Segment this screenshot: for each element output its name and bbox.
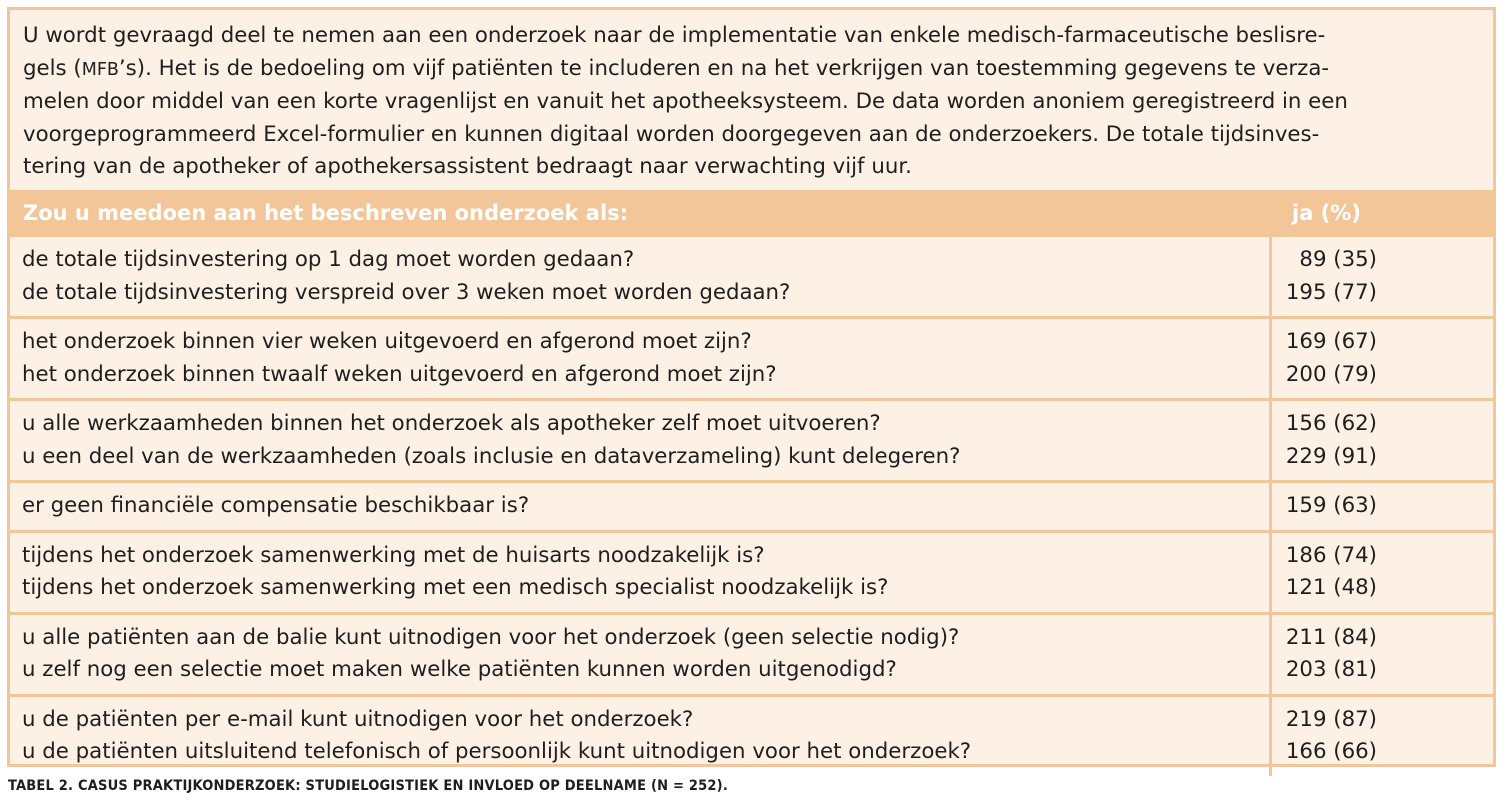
answer-cell	[1272, 401, 1493, 480]
answer-value: 203 (81)	[1285, 657, 1377, 682]
answer-cell	[1272, 237, 1493, 316]
question-text: u zelf nog een selectie moet maken welke patiënten kunnen worden uitgenodigd?	[22, 657, 897, 682]
answer-cell	[1272, 319, 1493, 398]
answer-value: 169 (67)	[1285, 329, 1377, 354]
answer-value: 166 (66)	[1285, 739, 1377, 764]
intro-line: voorgeprogrammeerd Excel-formulier en kunnen digitaal worden doorgegeven aan de onderzoekers. De totale tijdsinves-	[23, 121, 1320, 147]
answer-value: 89 (35)	[1299, 247, 1377, 272]
question-text: tijdens het onderzoek samenwerking met een medisch specialist noodzakelijk is?	[22, 575, 889, 600]
intro-line: U wordt gevraagd deel te nemen aan een onderzoek naar de implementatie van enkele medisch-farmaceutische beslisre-	[23, 23, 1326, 48]
answer-value: 229 (91)	[1285, 443, 1377, 469]
question-text: het onderzoek binnen vier weken uitgevoerd en afgerond moet zijn?	[22, 329, 752, 354]
answer-cell	[1272, 615, 1493, 694]
answer-value: 156 (62)	[1285, 411, 1377, 436]
answer-value: 200 (79)	[1285, 361, 1377, 387]
question-text: de totale tijdsinvestering op 1 dag moet worden gedaan?	[22, 247, 635, 272]
question-cell	[10, 401, 1272, 480]
question-text: u alle werkzaamheden binnen het onderzoek als apotheker zelf moet uitvoeren?	[22, 411, 881, 436]
abbreviation-mfb: MFB	[81, 59, 119, 80]
question-text: de totale tijdsinvestering verspreid over 3 weken moet worden gedaan?	[22, 279, 791, 305]
intro-line-part: gels (	[23, 55, 82, 81]
table-group	[10, 398, 1493, 480]
header-question: Zou u meedoen aan het beschreven onderzoek als:	[23, 201, 629, 225]
question-cell	[10, 319, 1272, 398]
table-group	[10, 612, 1493, 694]
question-text: tijdens het onderzoek samenwerking met de huisarts noodzakelijk is?	[22, 542, 765, 568]
table-group	[10, 694, 1493, 776]
question-cell	[10, 533, 1272, 612]
question-cell	[10, 697, 1272, 776]
intro-line	[23, 53, 1481, 87]
intro-line-part: ’s). Het is de bedoeling om vijf patiënten te includeren en na het verkrijgen van toestemming gegevens te verza-	[118, 55, 1330, 81]
table-body	[10, 237, 1493, 776]
table-header	[10, 190, 1493, 237]
question-text: u de patiënten uitsluitend telefonisch of persoonlijk kunt uitnodigen voor het onderzoek?	[22, 739, 972, 764]
answer-value: 195 (77)	[1285, 279, 1377, 305]
question-text: het onderzoek binnen twaalf weken uitgevoerd en afgerond moet zijn?	[22, 361, 777, 387]
question-cell	[10, 615, 1272, 694]
table-group	[10, 530, 1493, 612]
question-cell	[10, 237, 1272, 316]
intro-line: melen door middel van een korte vragenlijst en vanuit het apotheeksysteem. De data worden anoniem geregistreerd in een	[23, 89, 1348, 114]
answer-value: 159 (63)	[1285, 493, 1377, 518]
answer-cell	[1272, 697, 1493, 776]
question-text: u een deel van de werkzaamheden (zoals inclusie en dataverzameling) kunt delegeren?	[22, 443, 961, 469]
table-group	[10, 480, 1493, 530]
answer-cell	[1272, 533, 1493, 612]
question-text: u de patiënten per e-mail kunt uitnodigen voor het onderzoek?	[22, 706, 694, 732]
table-group	[10, 237, 1493, 316]
question-text: er geen financiële compensatie beschikbaar is?	[22, 493, 530, 518]
intro-paragraph	[10, 10, 1493, 190]
answer-value: 121 (48)	[1285, 575, 1377, 600]
study-table-frame	[7, 7, 1496, 767]
header-answer: ja (%)	[1292, 201, 1361, 225]
question-cell	[10, 483, 1272, 530]
question-text: u alle patiënten aan de balie kunt uitnodigen voor het onderzoek (geen selectie nodig)?	[22, 624, 960, 650]
answer-value: 211 (84)	[1285, 624, 1377, 650]
answer-value: 186 (74)	[1285, 542, 1377, 568]
answer-value: 219 (87)	[1285, 706, 1377, 732]
answer-cell	[1272, 483, 1493, 530]
table-caption: TABEL 2. CASUS PRAKTIJKONDERZOEK: STUDIELOGISTIEK EN INVLOED OP DEELNAME (N = 252).	[8, 778, 728, 794]
intro-line: tering van de apotheker of apothekersassistent bedraagt naar verwachting vijf uur.	[23, 154, 912, 179]
table-group	[10, 316, 1493, 398]
